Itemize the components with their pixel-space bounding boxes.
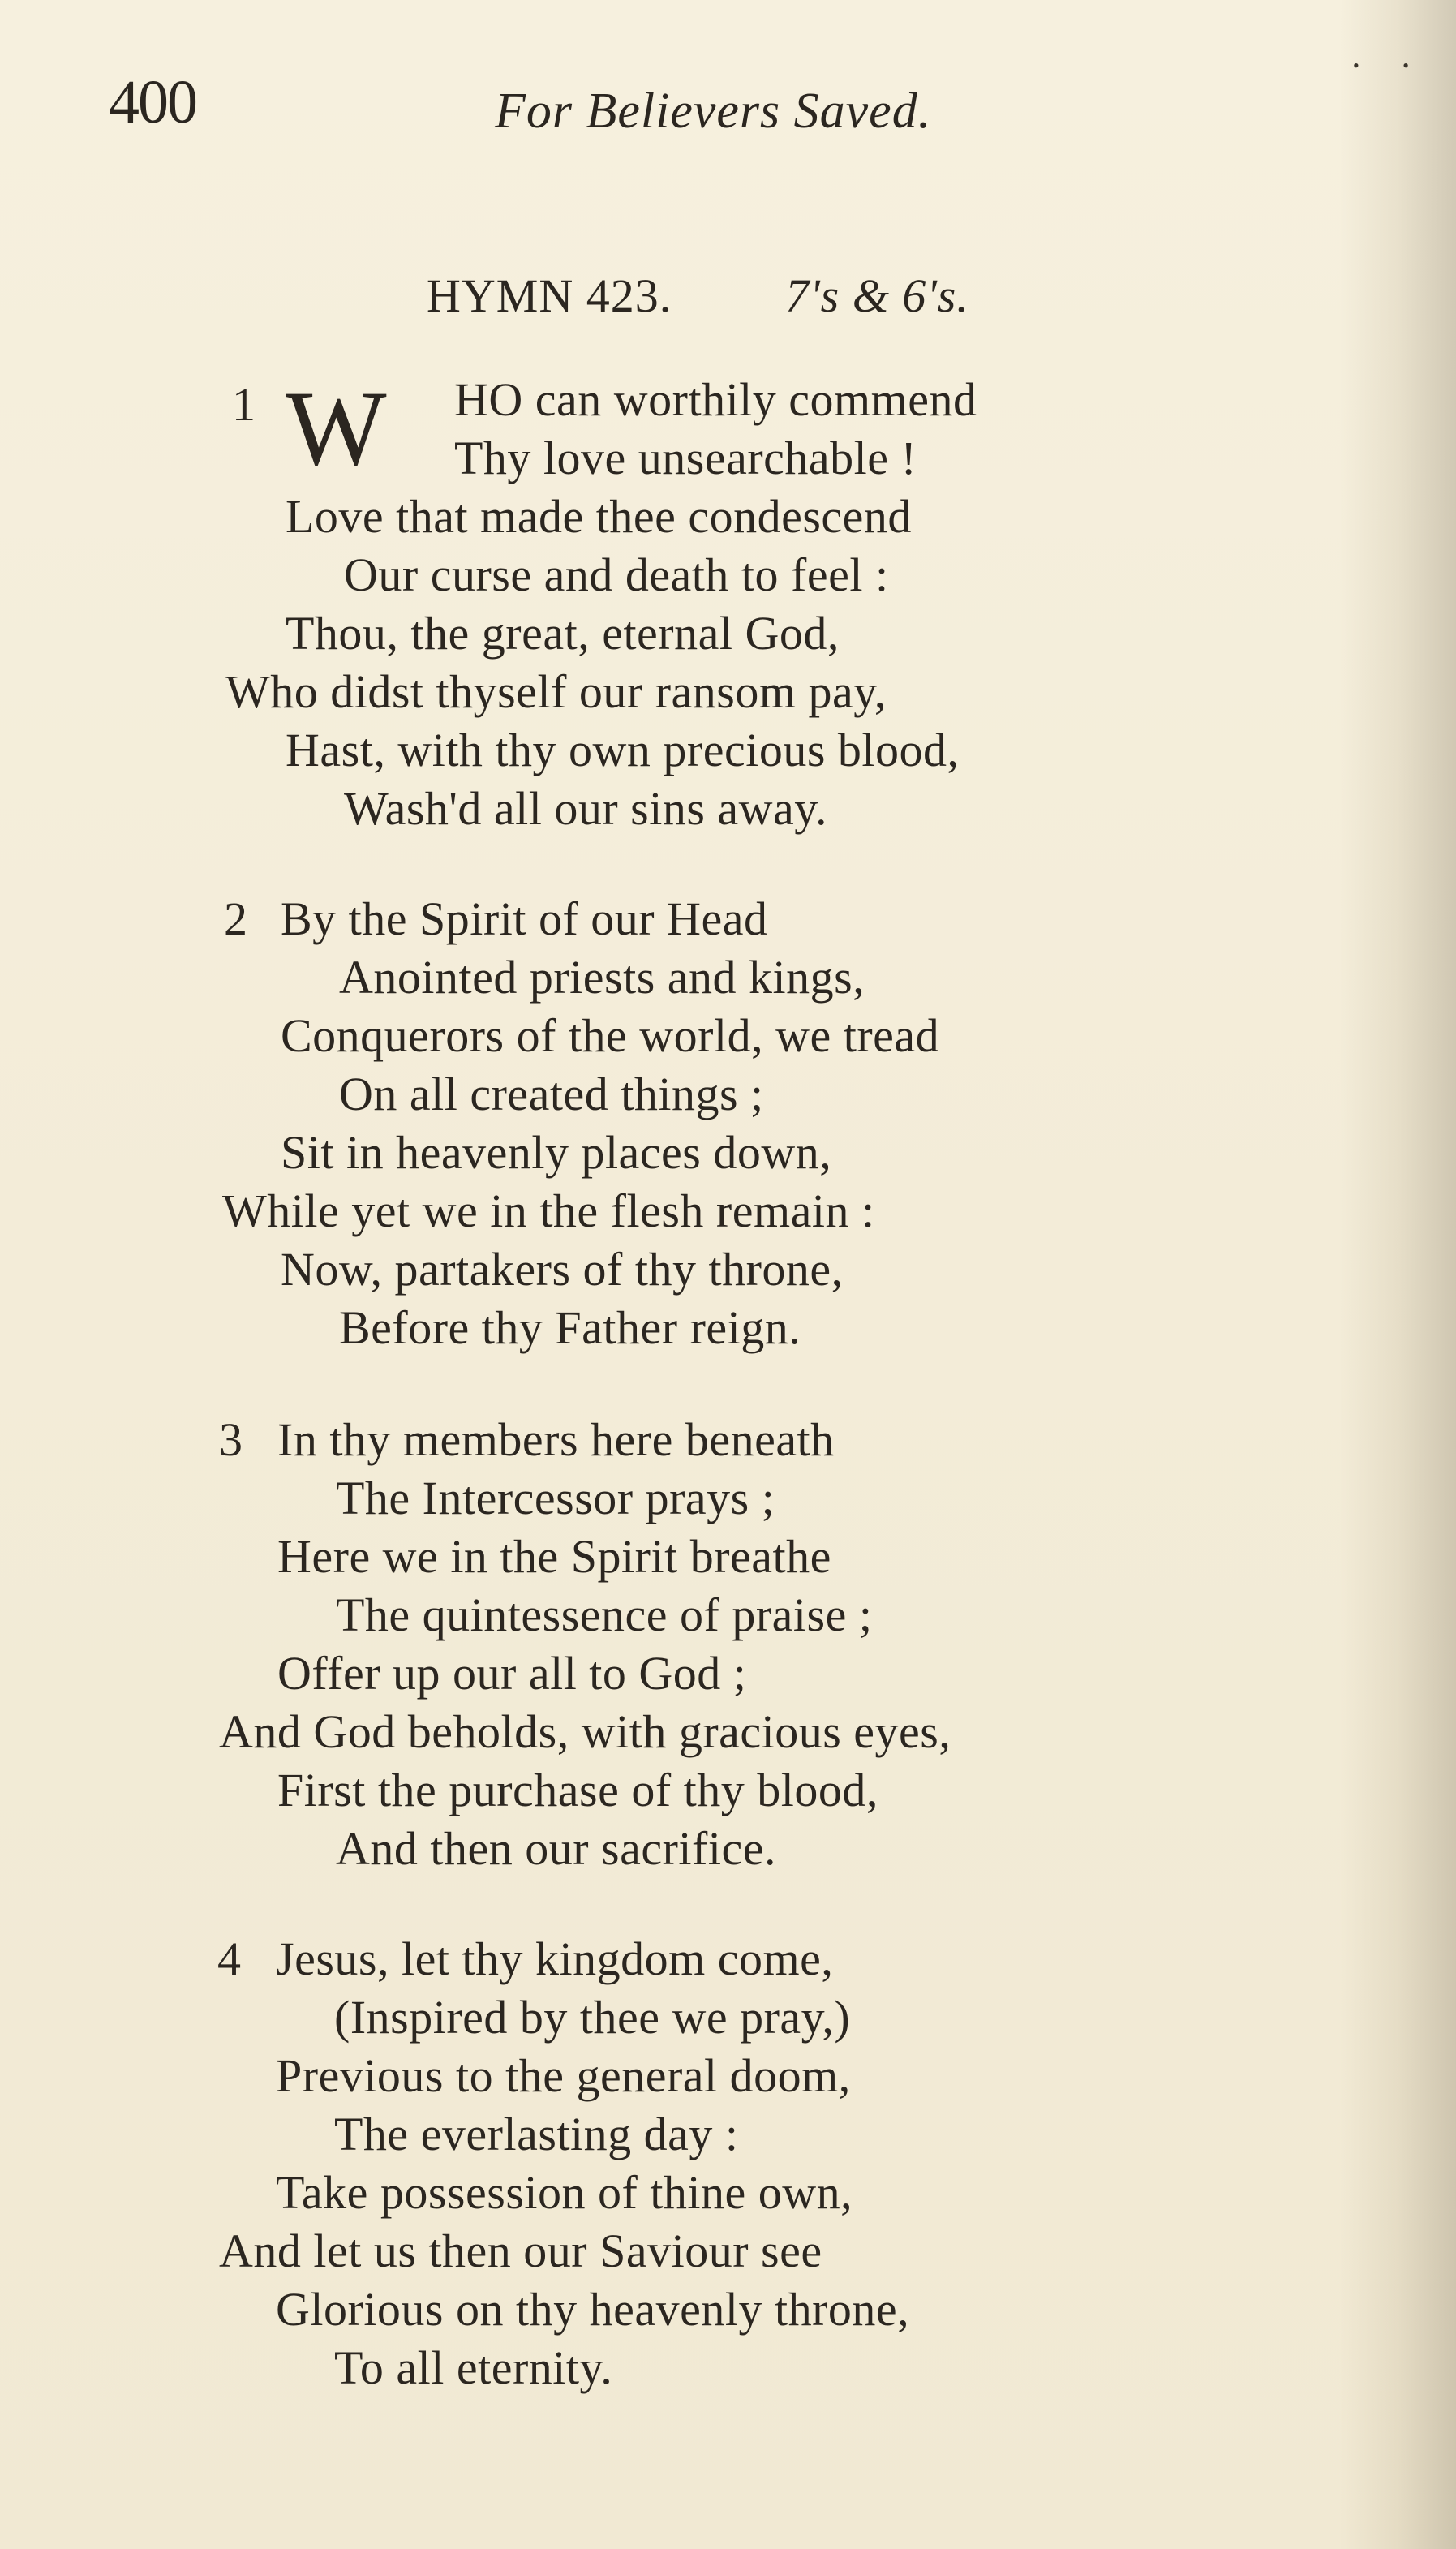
- hymn-number: HYMN 423.: [427, 269, 672, 322]
- stanza-line: The everlasting day :: [334, 2108, 739, 2160]
- verse-number-2: 2: [224, 892, 247, 945]
- hymn-title: [427, 269, 969, 322]
- verse-number-3: 3: [219, 1413, 243, 1466]
- stanza-line: Now, partakers of thy throne,: [281, 1243, 844, 1296]
- stanza-line: Previous to the general doom,: [276, 2049, 851, 2102]
- stanza-line: While yet we in the flesh remain :: [222, 1184, 875, 1237]
- drop-cap: W: [286, 368, 387, 488]
- stanza-line: Anointed priests and kings,: [339, 951, 865, 1004]
- stanza-line: Who didst thyself our ransom pay,: [225, 665, 887, 718]
- stanza-line: Jesus, let thy kingdom come,: [276, 1932, 834, 1985]
- stanza-line: Glorious on thy heavenly throne,: [276, 2283, 910, 2336]
- stanza-line: First the purchase of thy blood,: [277, 1764, 878, 1816]
- verse-number-4: 4: [217, 1932, 241, 1985]
- stanza-line: The quintessence of praise ;: [336, 1588, 873, 1641]
- stanza-line: Offer up our all to God ;: [277, 1647, 747, 1700]
- stanza-line: To all eternity.: [334, 2341, 613, 2394]
- hymn-meter: 7's & 6's.: [785, 269, 969, 322]
- stanza-line: (Inspired by thee we pray,): [334, 1991, 851, 2044]
- running-head: For Believers Saved.: [495, 84, 932, 139]
- stanza-line: HO can worthily commend: [454, 373, 977, 426]
- stanza-line: By the Spirit of our Head: [281, 892, 768, 945]
- stanza-line: And let us then our Saviour see: [219, 2224, 822, 2277]
- edge-marks: • •: [1353, 55, 1428, 75]
- stanza-line: Thy love unsearchable !: [454, 432, 917, 484]
- stanza-line: Take possession of thine own,: [276, 2166, 853, 2219]
- stanza-line: Love that made thee condescend: [286, 490, 912, 543]
- stanza-line: Hast, with thy own precious blood,: [286, 724, 960, 776]
- stanza-line: Sit in heavenly places down,: [281, 1126, 832, 1179]
- stanza-line: Wash'd all our sins away.: [344, 782, 828, 835]
- stanza-line: Conquerors of the world, we tread: [281, 1009, 940, 1062]
- stanza-line: On all created things ;: [339, 1068, 764, 1120]
- stanza-line: Our curse and death to feel :: [344, 548, 889, 601]
- stanza-line: And God beholds, with gracious eyes,: [219, 1705, 951, 1758]
- stanza-line: And then our sacrifice.: [336, 1822, 776, 1875]
- stanza-line: In thy members here beneath: [277, 1413, 835, 1466]
- verse-number-1: 1: [232, 378, 256, 431]
- page-number: 400: [109, 68, 196, 136]
- stanza-line: The Intercessor prays ;: [336, 1472, 775, 1524]
- stanza-line: Here we in the Spirit breathe: [277, 1530, 831, 1583]
- stanza-line: Thou, the great, eternal God,: [286, 607, 840, 660]
- stanza-line: Before thy Father reign.: [339, 1301, 801, 1354]
